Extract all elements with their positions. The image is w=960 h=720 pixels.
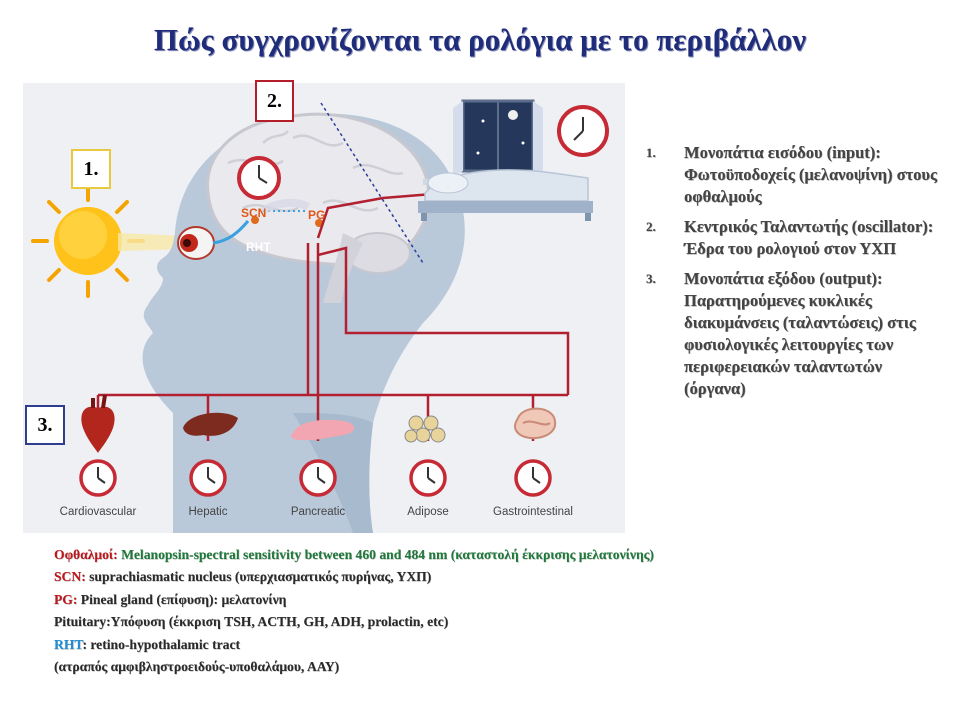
legend-line-pg <box>54 589 654 611</box>
list-item-text: Μονοπάτια εξόδου (output): Παρατηρούμενες κυκλικές διακυμάνσεις (ταλαντώσεις) στις φυσιολογικές λειτουργίες των περιφερειακών ταλαντωτών (όργανα) <box>684 269 916 398</box>
organ-clock-icon <box>411 461 445 495</box>
organ-clock-icon <box>516 461 550 495</box>
legend-line-rht <box>54 634 654 656</box>
organ-clock-icon <box>81 461 115 495</box>
eye-icon <box>178 227 214 259</box>
legend-text: Pineal gland (επίφυση): μελατονίνη <box>77 591 287 607</box>
abbreviation-legend <box>54 544 654 678</box>
legend-key: SCN: <box>54 569 86 585</box>
circadian-illustration <box>23 83 625 533</box>
illustration-panel <box>23 83 625 533</box>
scn-label: SCN <box>241 206 267 220</box>
list-item-text: Κεντρικός Ταλαντωτής (oscillator): Έδρα του ρολογιού στον ΥΧΠ <box>684 217 934 258</box>
step-box-3: 3. <box>25 405 65 445</box>
brain-clock-icon <box>239 158 279 198</box>
step-box-1: 1. <box>71 149 111 189</box>
adipose-icon <box>405 416 445 442</box>
organ-clock-icon <box>191 461 225 495</box>
legend-text: suprachiasmatic nucleus (υπερχιασματικός πυρήνας, ΥΧΠ) <box>85 569 432 585</box>
intestine-icon <box>515 409 555 439</box>
list-item <box>646 142 946 208</box>
pg-label: PG <box>308 208 326 222</box>
list-item-text: Μονοπάτια εισόδου (input): Φωτοϋποδοχείς (μελανοψίνη) στους οφθαλμούς <box>684 143 937 206</box>
list-item-number: 3. <box>646 271 656 286</box>
legend-text: : retino-hypothalamic tract <box>82 636 241 652</box>
list-item <box>646 268 946 400</box>
legend-line-eyes <box>54 544 654 566</box>
list-item-number: 1. <box>646 145 656 160</box>
pathway-list <box>646 142 946 408</box>
legend-key: RHT <box>54 636 83 652</box>
legend-key: Οφθαλμοί: <box>54 547 118 562</box>
rht-label: RHT <box>246 240 271 254</box>
step-box-2: 2. <box>255 80 294 122</box>
list-item-number: 2. <box>646 219 656 234</box>
page-title: Πώς συγχρονίζονται τα ρολόγια με το περιβάλλον <box>153 22 807 57</box>
legend-line-rht-greek: (ατραπός αμφιβληστροειδούς-υποθαλάμου, ΑΑΥ) <box>54 659 340 675</box>
organ-clock-icon <box>301 461 335 495</box>
list-item <box>646 216 946 260</box>
legend-line-scn <box>54 566 654 588</box>
organ-label-pancreatic: Pancreatic <box>290 506 346 518</box>
organ-label-cardiovascular: Cardiovascular <box>59 506 137 518</box>
legend-text: (καταστολή έκκρισης μελατονίνης) <box>447 547 654 562</box>
legend-text: Melanopsin-spectral sensitivity between 460 and 484 nm <box>117 547 448 562</box>
legend-line-pituitary: Pituitary:Υπόφυση (έκκριση TSH, ACTH, GH, ADH, prolactin, etc) <box>54 614 449 630</box>
organ-label-gastrointestinal: Gastrointestinal <box>493 506 573 518</box>
window-icon <box>453 101 543 177</box>
organ-label-hepatic: Hepatic <box>188 506 228 518</box>
bed-clock-icon <box>559 107 607 155</box>
organ-label-adipose: Adipose <box>407 506 449 518</box>
legend-key: PG: <box>54 591 78 607</box>
